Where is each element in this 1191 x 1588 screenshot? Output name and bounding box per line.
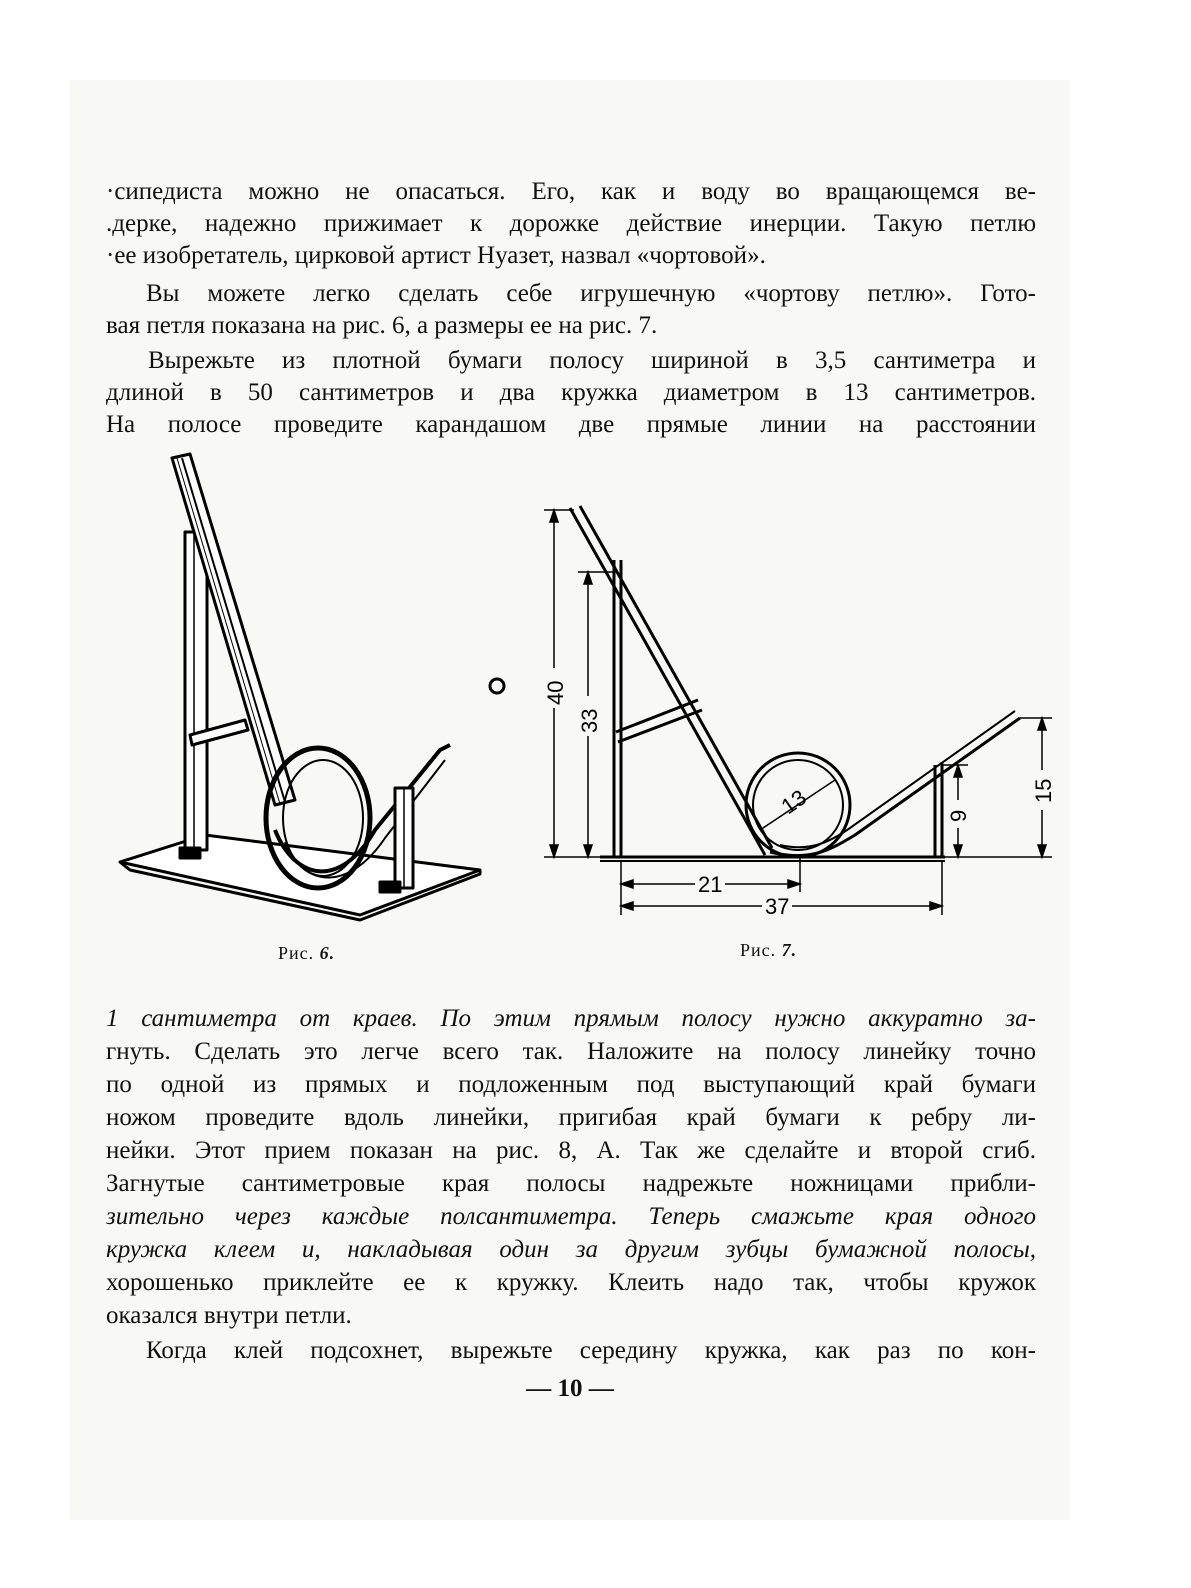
text-line: На полосе проведите карандашом две прямые линии на расстоянии [106,411,1036,438]
text-line: ножом проведите вдоль линейки, пригибая край бумаги к ребру ли- [106,1104,1036,1131]
figure-6-caption [278,943,335,964]
dim-label-21: 21 [698,872,723,897]
caption-number: 6. [319,943,336,963]
text-line: хорошенько приклейте ее к кружку. Клеить надо так, чтобы кружок [106,1269,1036,1296]
caption-prefix: Рис. [740,940,777,960]
dim-label-9: 9 [946,809,971,822]
text-line: вая петля показана на рис. 6, а размеры ее на рис. 7. [106,312,658,339]
stray-mark [485,674,509,698]
text-line: кружка клеем и, накладывая один за другим зубцы бумажной полосы, [106,1236,1036,1263]
dim-label-33: 33 [577,708,602,733]
text-line: гнуть. Сделать это легче всего так. Наложите на полосу линейку точно [106,1038,1036,1065]
text-line: нейки. Этот прием показан на рис. 8, А. Так же сделайте и второй сгиб. [106,1137,1036,1164]
text-line: ·ее изобретатель, цирковой артист Нуазет, назвал «чортовой». [106,242,766,269]
text-line: 1 сантиметра от краев. По этим прямым полосу нужно аккуратно за- [106,1005,1036,1032]
text-line: Загнутые сантиметровые края полосы надрежьте ножницами прибли- [106,1170,1036,1197]
text-line: Вырежьте из плотной бумаги полосу шириной в 3,5 сантиметра и [148,347,1036,374]
caption-prefix: Рис. [278,943,315,963]
text-line: Вы можете легко сделать себе игрушечную «чортову петлю». Гото- [146,280,1036,307]
figure-7-diagram [530,500,1070,930]
text-line: Когда клей подсохнет, вырежьте середину кружка, как раз по кон- [146,1337,1036,1364]
dim-label-40: 40 [543,680,568,705]
text-line: .дерке, надежно прижимает к дорожке действие инерции. Такую петлю [106,210,1036,237]
page-number: — 10 — [526,1375,614,1402]
text-line: зительно через каждые полсантиметра. Теперь смажьте края одного [106,1203,1036,1230]
text-line: оказался внутри петли. [106,1302,352,1329]
text-line: по одной из прямых и подложенным под выступающий край бумаги [106,1071,1036,1098]
text-line: длиной в 50 сантиметров и два кружка диаметром в 13 сантиметров. [106,379,1036,406]
dim-label-15: 15 [1031,778,1056,803]
figure-7-caption [740,940,797,961]
dim-label-13: 13 [776,784,811,820]
dim-label-37: 37 [765,894,790,919]
text-line: ·сипедиста можно не опасаться. Его, как и воду во вращающемся ве- [106,178,1036,205]
caption-number: 7. [781,940,798,960]
figure-6-drawing [110,450,490,930]
